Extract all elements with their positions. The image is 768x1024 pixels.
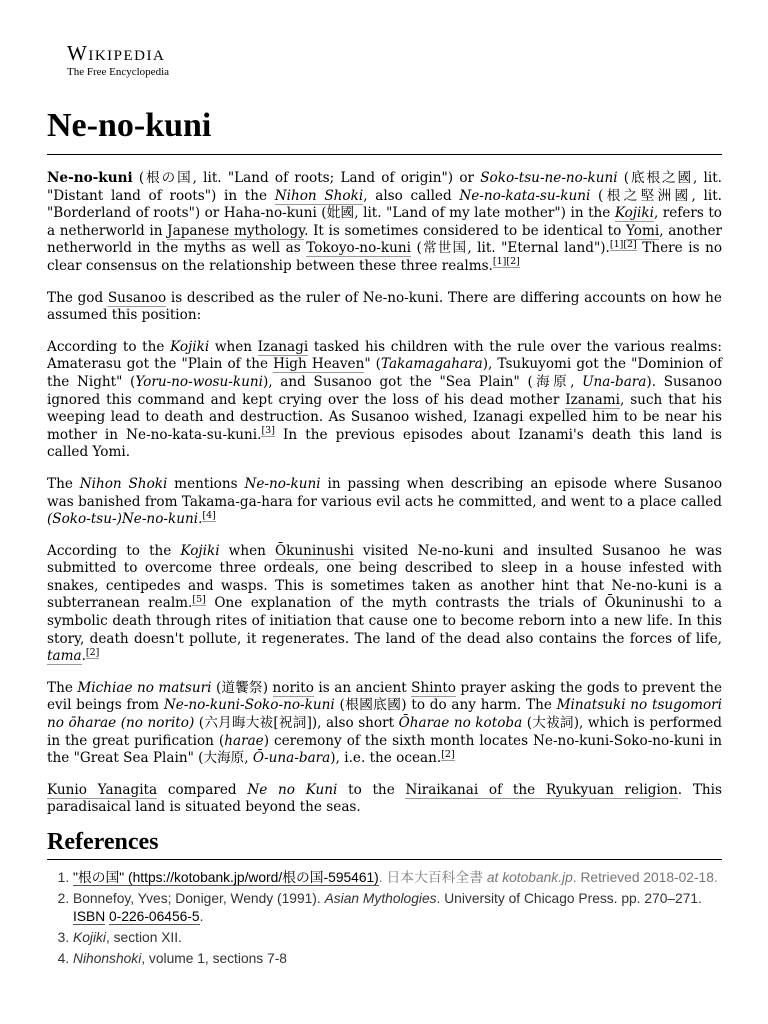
text: (大祓詞), which is performed in the great purification ( [47,715,722,749]
text: (常世国, lit. "Eternal land"). [410,240,610,257]
link-norito[interactable]: norito [272,679,314,696]
text-italic: Michiae no matsuri [77,679,212,696]
text: tasked his children with the rule over the various realms: Amaterasu got the "Plain of the [47,338,722,373]
text: According to the [47,338,171,355]
link-nihon-shoki[interactable]: Nihon Shoki [274,187,364,204]
text: compared [157,781,248,798]
text: (底根之國, lit. "Distant land of roots") in the [47,170,723,204]
text: The god [47,289,108,306]
text: . [81,648,86,665]
reference-link[interactable]: "根の国" (https://kotobank.jp/word/根の国-595461) [73,870,379,885]
text-italic: at kotobank.jp [486,870,573,885]
text: ) ceremony of the sixth month locates Ne-no-kuni-Soko-no-kuni in the "Great Sea Plain" (大海原, [47,732,722,767]
text: . Retrieved 2018-02-18. [572,870,718,885]
text-italic: Nihonshoki [73,951,142,966]
text: (根國底國) to do any harm. The [334,697,557,714]
text: ), Tsukuyomi got the "Dominion of the Night" ( [47,356,722,390]
paragraph-7 [47,782,722,817]
text: The [47,475,80,492]
reference-item [73,890,722,926]
text-italic: Kojiki [180,542,220,559]
citation-link[interactable]: [5] [192,593,206,605]
link-yomi[interactable]: Yomi [625,222,660,239]
text: ), and Susanoo got the "Sea Plain" (海原, [262,373,583,390]
text: (根の国, lit. "Land of roots; Land of origin") or [132,170,481,186]
link-shinto[interactable]: Shinto [411,679,456,696]
text-italic: Ō-una-bara [252,750,331,767]
text: According to the [47,542,181,559]
link-kojiki[interactable]: Kojiki [614,205,654,222]
text-italic: Asian Mythologies [324,891,437,906]
text: . This paradisaical land is situated beyond the seas. [47,781,722,816]
text: , also called [363,187,460,204]
text-italic: Kojiki [73,930,106,945]
paragraph-1 [47,170,722,276]
link-japanese-mythology[interactable]: Japanese mythology [167,222,305,239]
text-italic: Minatsuki no tsugomori no ōharae (no norito) [47,697,722,732]
text: The [47,679,78,696]
text: to the [337,781,406,798]
text: " ( [364,356,381,373]
text-italic: Una-bara [582,373,647,390]
text: when [219,542,275,559]
text-italic: Ōharae no kotoba [398,715,523,732]
text-italic: Ne-no-kata-su-kuni [459,187,591,204]
text-italic: Soko-tsu-ne-no-kuni [480,170,618,186]
link-okuninushi[interactable]: Ōkuninushi [274,542,354,559]
paragraph-3 [47,339,722,462]
text: , such that his weeping lead to death and destruction. As Susanoo wished, Izanagi expelled him to be near his mother in Ne-no-kata-su-kuni. [47,391,722,443]
text-italic: Ne no Kuni [247,781,338,798]
text: . University of Chicago Press. pp. 270–271. [436,891,702,906]
citation-link[interactable]: [2] [441,748,455,760]
references-list [47,869,722,971]
link-kunio-yanagita[interactable]: Kunio Yanagita [47,781,158,798]
text: is an ancient [313,679,412,696]
text: (根之堅洲國, lit. "Borderland of roots") or Haha-no-kuni (妣國, lit. "Land of my late mother") in the [47,187,722,222]
text: prayer asking the gods to prevent the evil beings from [47,679,722,714]
paragraph-6 [47,680,722,768]
paragraph-4 [47,476,722,529]
logo-wordmark: Wikipedia [67,41,166,65]
link-susanoo[interactable]: Susanoo [107,289,167,306]
citation-link[interactable]: [2] [85,646,100,658]
references-divider [47,859,722,860]
references-heading: References [47,829,159,855]
link-izanagi[interactable]: Izanagi [257,338,309,355]
text: visited Ne-no-kuni and insulted Susanoo he was submitted to overcome three ordeals, one being described to sleep in a house infested with snakes, centipedes and wasps. This is sometimes taken as another hint that Ne-no-kuni is a subterranean realm. [47,542,722,612]
citation-link[interactable]: [1][2] [609,238,637,250]
text: , refers to a netherworld in [47,205,722,239]
text: , volume 1, sections 7-8 [141,951,287,966]
text-italic: Takamagahara [380,356,483,373]
text: (六月晦大祓[祝詞]), also short [194,715,399,732]
text: , section XII. [105,930,182,945]
text: There is no clear consensus on the relationship between these three realms. [47,240,723,274]
citation-link[interactable]: [4] [202,509,216,521]
title-divider [47,154,722,155]
link-high-heaven[interactable]: High Heaven [273,356,365,373]
text: ), i.e. the ocean. [330,750,442,767]
citation-link[interactable]: [1][2] [492,256,520,268]
text-italic: Ne-no-kuni [244,475,321,492]
reference-item [73,929,722,947]
wikipedia-logo[interactable] [67,42,169,79]
text: in passing when describing an episode where Susanoo was banished from Takama-ga-hara for various evil acts he committed, and went to a place called [47,475,723,510]
reference-item [73,950,722,968]
text: , another netherworld in the myths as well as [47,222,722,257]
text-italic: (Soko-tsu-)Ne-no-kuni [47,511,199,528]
text: when [209,338,258,355]
text: ). Susanoo ignored this command and kept crying over the loss of his dead mother [47,373,723,408]
article-body [47,170,722,831]
text: (道饗祭) [211,679,273,696]
text: . [198,511,203,528]
text-italic: Yoru-no-wosu-kuni [135,373,263,390]
lead-term: Ne-no-kuni [47,170,133,186]
text: One explanation of the myth contrasts the trials of Ōkuninushi to a symbolic death through rites of initiation that cause one to become reborn into a new life. In this story, death doesn't pollute, it regenerates. The land of the dead also contains the forces of life, [47,595,722,647]
isbn-link[interactable]: ISBN [73,909,106,924]
link-niraikanai[interactable]: Niraikanai of the Ryukyuan religion [405,781,678,798]
text: . [199,909,204,924]
page-title: Ne-no-kuni [47,107,212,144]
text: is described as the ruler of Ne-no-kuni. There are differing accounts on how he assumed this position: [47,289,722,324]
text: . It is sometimes considered to be identical to [304,222,626,239]
paragraph-2 [47,290,722,325]
text-italic: Ne-no-kuni-Soko-no-kuni [163,697,335,714]
link-izanami[interactable]: Izanami [565,391,620,408]
link-tama[interactable]: tama [47,648,82,665]
text-italic: Nihon Shoki [79,475,168,492]
text-italic: harae [224,732,264,749]
text: . 日本大百科全書 [378,870,487,885]
text: mentions [167,475,245,492]
text: In the previous episodes about Izanami's death this land is called Yomi. [47,426,722,461]
paragraph-5 [47,543,722,666]
text-italic: Kojiki [170,338,210,355]
link-tokoyo-no-kuni[interactable]: Tokoyo-no-kuni [306,240,411,257]
isbn-number-link[interactable]: 0-226-06456-5 [109,909,200,924]
citation-link[interactable]: [3] [261,425,275,437]
text: Bonnefoy, Yves; Doniger, Wendy (1991). [73,891,325,906]
logo-tagline: The Free Encyclopedia [67,66,170,78]
reference-item [73,869,722,887]
